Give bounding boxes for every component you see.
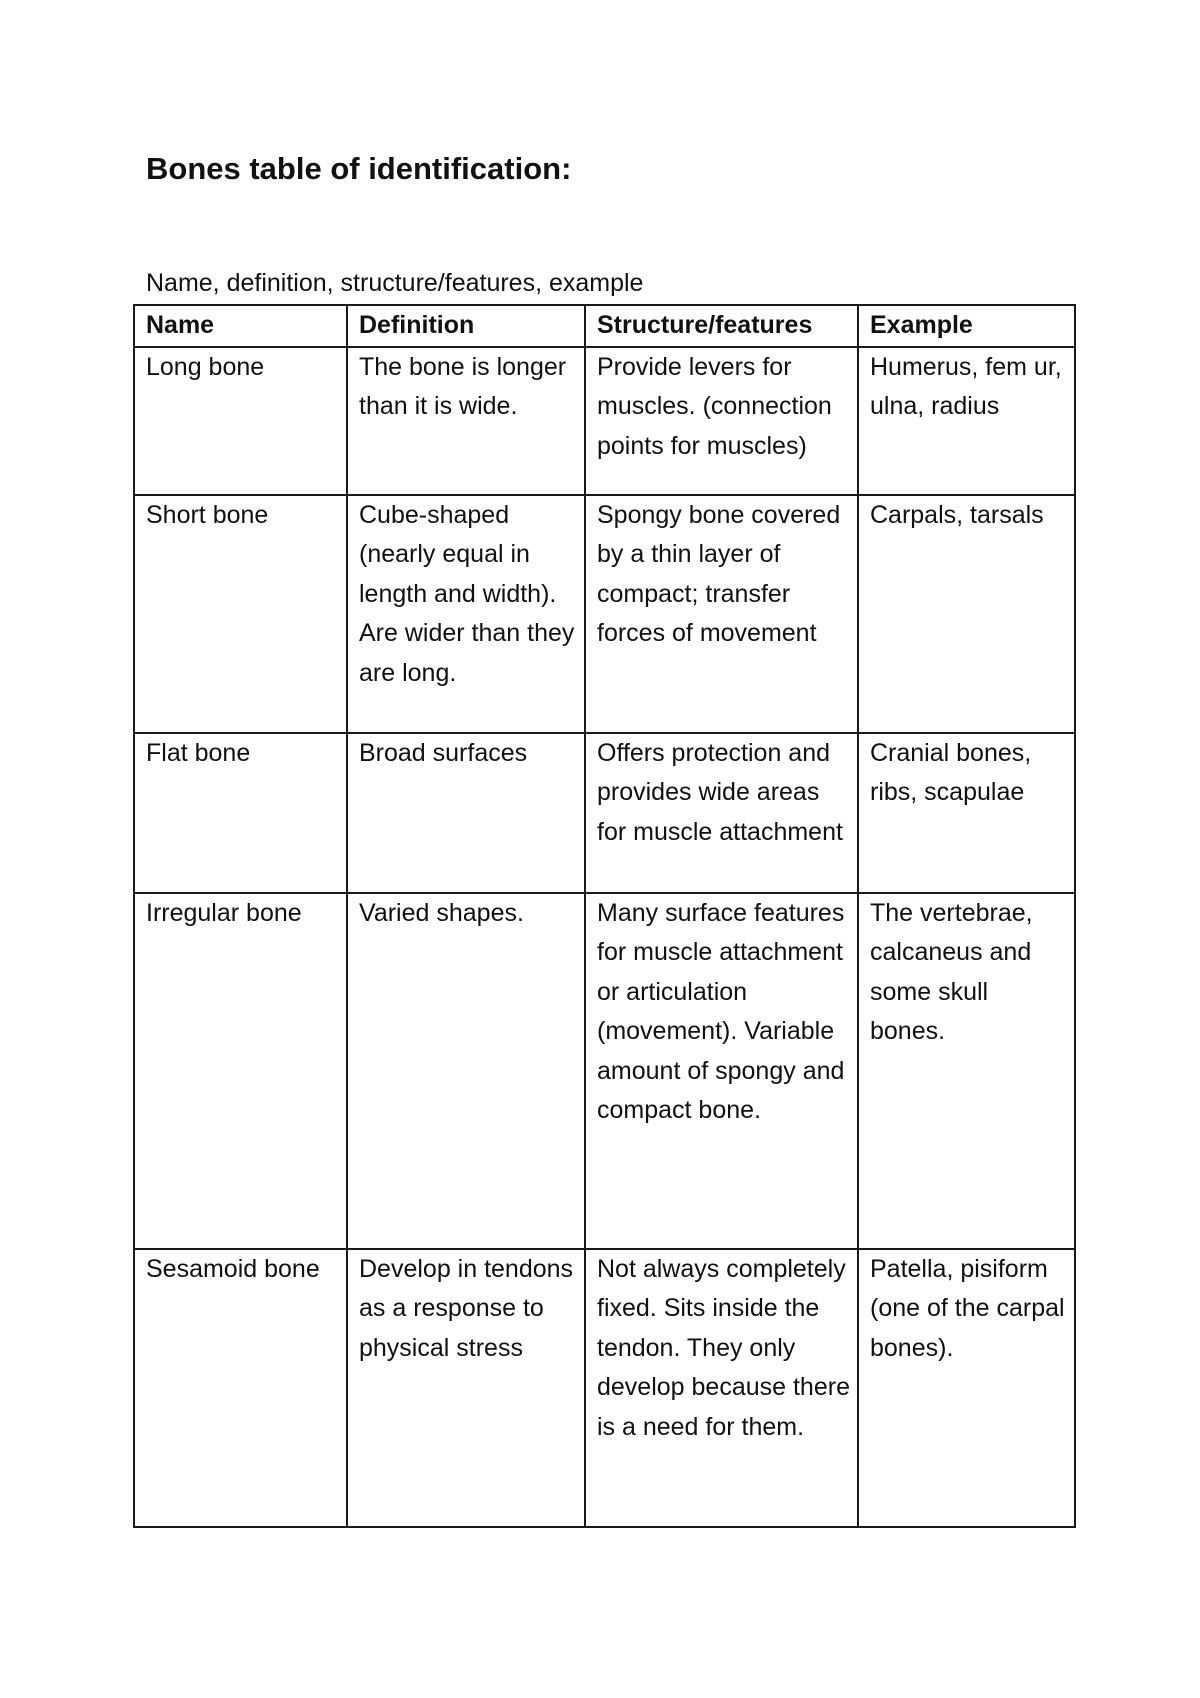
cell-definition: The bone is longer than it is wide. (347, 347, 585, 495)
table-row (134, 733, 1075, 893)
cell-name: Sesamoid bone (134, 1249, 347, 1527)
table-header-row (134, 305, 1075, 347)
table-row (134, 495, 1075, 733)
document-title: Bones table of identification: (146, 151, 572, 186)
cell-definition: Varied shapes. (347, 893, 585, 1249)
cell-example: Carpals, tarsals (858, 495, 1075, 733)
cell-example: Cranial bones, ribs, scapulae (858, 733, 1075, 893)
cell-name: Short bone (134, 495, 347, 733)
cell-structure: Spongy bone covered by a thin layer of compact; transfer forces of movement (585, 495, 858, 733)
table-row (134, 1249, 1075, 1527)
cell-structure: Provide levers for muscles. (connection points for muscles) (585, 347, 858, 495)
bones-table (133, 304, 1076, 1528)
header-structure: Structure/features (585, 305, 858, 347)
cell-definition: Broad surfaces (347, 733, 585, 893)
cell-structure: Not always completely fixed. Sits inside the tendon. They only develop because there is a need for them. (585, 1249, 858, 1527)
header-definition: Definition (347, 305, 585, 347)
cell-name: Irregular bone (134, 893, 347, 1249)
cell-example: The vertebrae, calcaneus and some skull bones. (858, 893, 1075, 1249)
cell-structure: Many surface features for muscle attachment or articulation (movement). Variable amount of spongy and compact bone. (585, 893, 858, 1249)
table-row (134, 347, 1075, 495)
cell-example: Humerus, fem ur, ulna, radius (858, 347, 1075, 495)
document-subtitle: Name, definition, structure/features, example (146, 269, 644, 297)
table-row (134, 893, 1075, 1249)
header-name: Name (134, 305, 347, 347)
cell-definition: Cube-shaped (nearly equal in length and width). Are wider than they are long. (347, 495, 585, 733)
cell-structure: Offers protection and provides wide areas for muscle attachment (585, 733, 858, 893)
cell-example: Patella, pisiform (one of the carpal bones). (858, 1249, 1075, 1527)
cell-name: Flat bone (134, 733, 347, 893)
header-example: Example (858, 305, 1075, 347)
cell-name: Long bone (134, 347, 347, 495)
cell-definition: Develop in tendons as a response to physical stress (347, 1249, 585, 1527)
